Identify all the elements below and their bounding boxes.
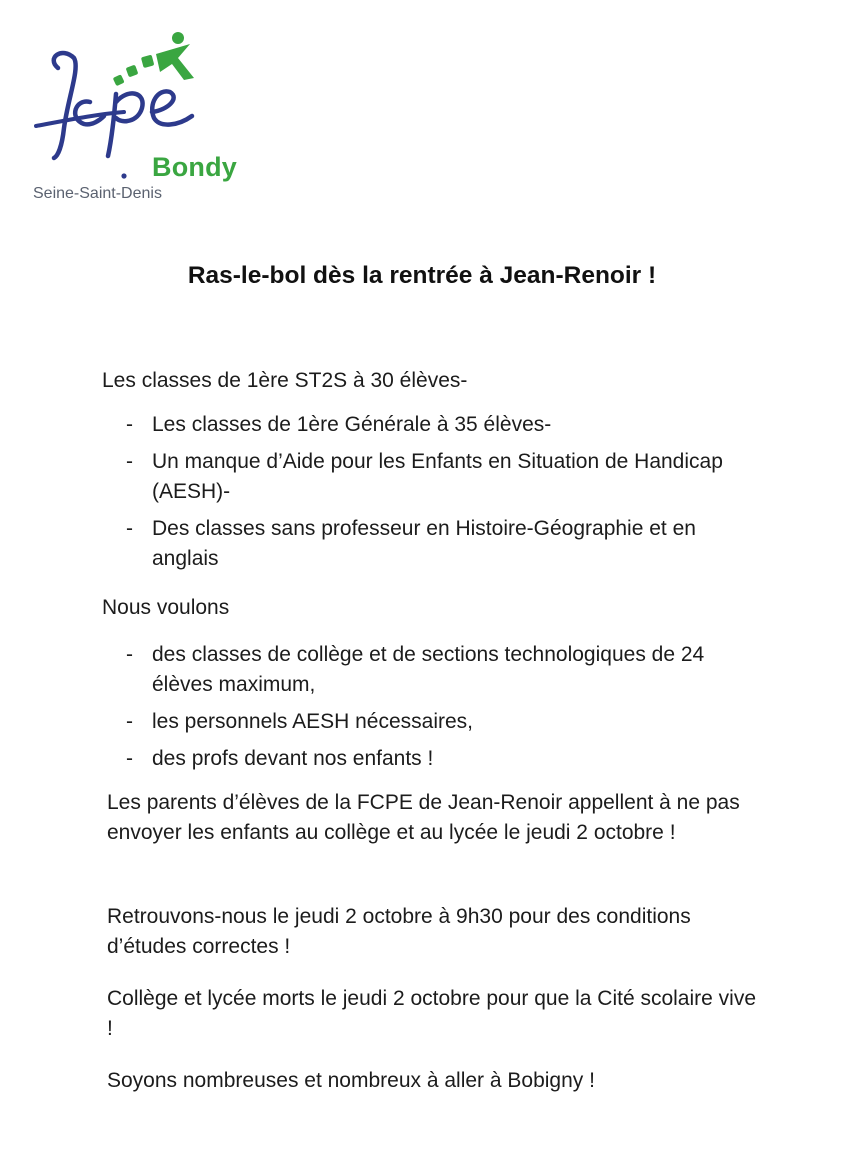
intro-text: Les classes de 1ère ST2S à 30 élèves-	[102, 369, 468, 392]
demands-list	[124, 640, 764, 781]
page-title: Ras-le-bol dès la rentrée à Jean-Renoir !	[187, 262, 657, 289]
problems-list	[124, 410, 754, 581]
list-item: - les personnels AESH nécessaires,	[124, 707, 764, 737]
closing-paragraph: Soyons nombreuses et nombreux à aller à Bobigny !	[107, 1069, 595, 1092]
list-item: - Des classes sans professeur en Histoire-Géographie et en anglais	[124, 514, 754, 574]
demands-heading: Nous voulons	[102, 596, 230, 619]
list-item: - des profs devant nos enfants !	[124, 744, 764, 774]
list-item: - Un manque d’Aide pour les Enfants en Situation de Handicap (AESH)-	[124, 447, 754, 507]
list-item: - Les classes de 1ère Générale à 35 élèves-	[124, 410, 754, 440]
strike-paragraph: Collège et lycée morts le jeudi 2 octobre pour que la Cité scolaire vive !	[107, 987, 757, 1040]
city-name: Bondy	[152, 152, 237, 182]
list-item: - des classes de collège et de sections technologiques de 24 élèves maximum,	[124, 640, 764, 700]
department-name: Seine-Saint-Denis	[33, 185, 162, 202]
meeting-paragraph: Retrouvons-nous le jeudi 2 octobre à 9h30 pour des conditions d’études correctes !	[107, 905, 691, 958]
call-paragraph: Les parents d’élèves de la FCPE de Jean-Renoir appellent à ne pas envoyer les enfants au collège et au lycée le jeudi 2 octobre !	[107, 791, 740, 844]
